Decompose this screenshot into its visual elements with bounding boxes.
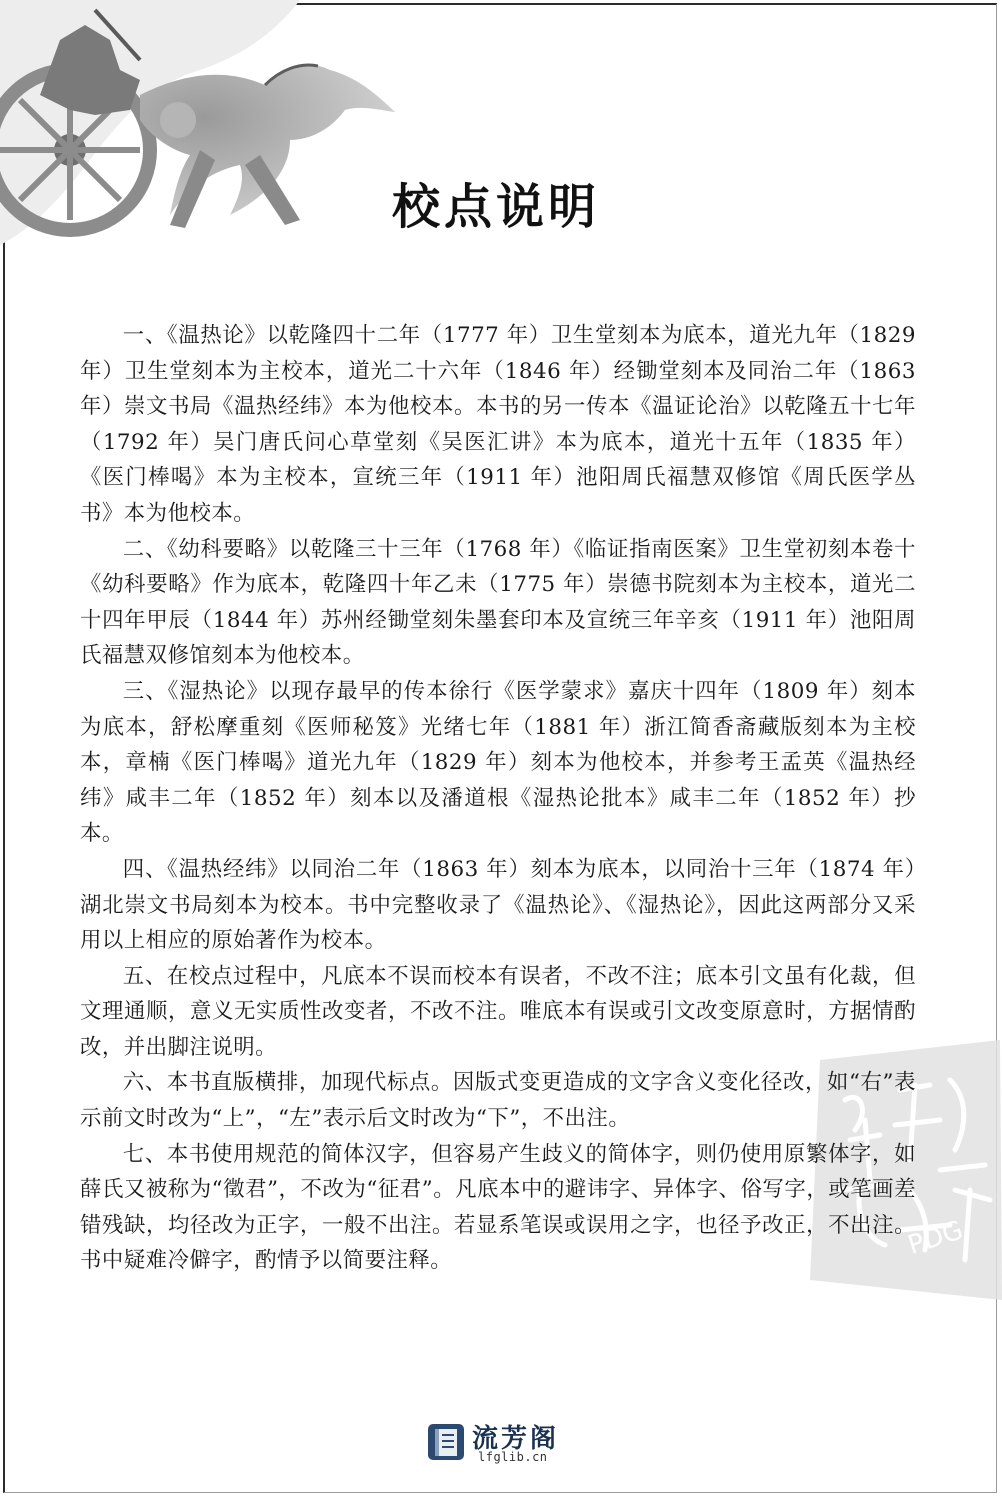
logo-url: lfglib.cn bbox=[478, 1450, 548, 1464]
page-title: 校点说明 bbox=[391, 179, 600, 235]
note-paragraph-5: 五、在校点过程中，凡底本不误而校本有误者，不改不注；底本引文虽有化裁，但文理通顺，意义无实质性改变者，不改不注。唯底本有误或引文改变原意时，方据情酌改，并出脚注说明。 bbox=[80, 963, 916, 1060]
book-icon bbox=[426, 1422, 466, 1462]
logo-name: 流芳阁 bbox=[472, 1424, 560, 1454]
footer-logo bbox=[426, 1418, 576, 1466]
note-paragraph-3: 三、《湿热论》以现存最早的传本徐行《医学蒙求》嘉庆十四年（1809 年）刻本为底本，舒松摩重刻《医师秘笈》光绪七年（1881 年）浙江简香斋藏版刻本为主校本，章楠《医门棒喝》道光九年（1829 年）刻本为他校本，并参考王孟英《温热经纬》咸丰二年（1852 年）刻本以及潘道根《湿热论批本》咸丰二年（1852 年）抄本。 bbox=[80, 678, 916, 847]
note-paragraph-4: 四、《温热经纬》以同治二年（1863 年）刻本为底本，以同治十三年（1874 年）湖北崇文书局刻本为校本。书中完整收录了《温热论》、《湿热论》，因此这两部分又采用以上相应的原始著作为校本。 bbox=[80, 856, 916, 954]
notes-body bbox=[80, 318, 916, 1279]
note-paragraph-6: 六、本书直版横排，加现代标点。因版式变更造成的文字含义变化径改，如“右”表示前文时改为“上”，“左”表示后文时改为“下”，不出注。 bbox=[80, 1070, 916, 1132]
note-paragraph-1: 一、《温热论》以乾隆四十二年（1777 年）卫生堂刻本为底本，道光九年（1829 年）卫生堂刻本为主校本，道光二十六年（1846 年）经锄堂刻本及同治二年（1863 年）崇文书局《温热经纬》本为他校本。本书的另一传本《温证论治》以乾隆五十七年（1792 年）吴门唐氏问心草堂刻《吴医汇讲》本为底本，道光十五年（1835 年）《医门棒喝》本为主校本，宣统三年（1911 年）池阳周氏福慧双修馆《周氏医学丛书》本为他校本。 bbox=[80, 323, 916, 526]
note-paragraph-2: 二、《幼科要略》以乾隆三十三年（1768 年）《临证指南医案》卫生堂初刻本卷十《幼科要略》作为底本，乾隆四十年乙未（1775 年）崇德书院刻本为主校本，道光二十四年甲辰（1844 年）苏州经锄堂刻朱墨套印本及宣统三年辛亥（1911 年）池阳周氏福慧双修馆刻本为他校本。 bbox=[80, 536, 916, 669]
note-paragraph-7: 七、本书使用规范的简体汉字，但容易产生歧义的简体字，则仍使用原繁体字，如薛氏又被称为“徵君”，不改为“征君”。凡底本中的避讳字、异体字、俗写字，或笔画差错残缺，均径改为正字，一般不出注。若显系笔误或误用之字，也径予改正，不出注。书中疑难冷僻字，酌情予以简要注释。 bbox=[80, 1141, 916, 1274]
pdg-stamp-text: PDG bbox=[904, 1215, 967, 1262]
